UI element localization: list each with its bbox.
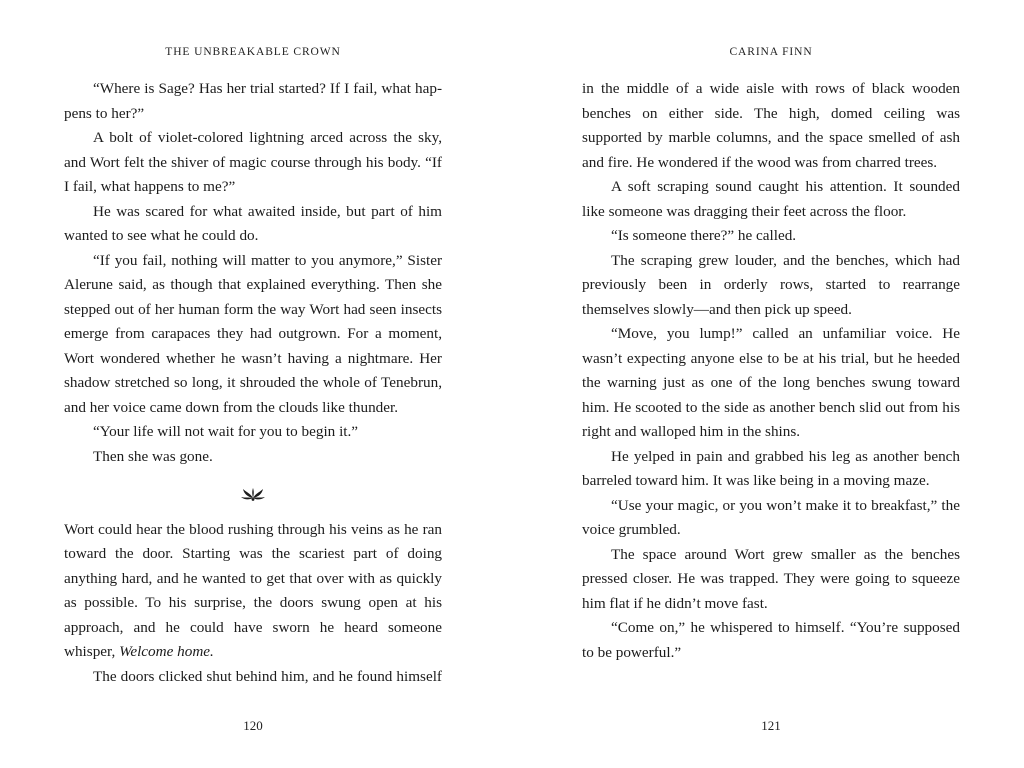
page-number: 120 xyxy=(243,718,263,733)
paragraph: The space around Wort grew smaller as the benches pressed closer. He was trapped. They were going to squeeze him flat if he didn’t move fast. xyxy=(582,545,960,612)
paragraph: “Use your magic, or you won’t make it to breakfast,” the voice grumbled. xyxy=(582,496,960,538)
italic-phrase: Welcome home. xyxy=(119,643,214,660)
page-number: 121 xyxy=(761,718,781,733)
paragraph: “Is someone there?” he called. xyxy=(611,227,797,244)
paragraph: A soft scraping sound caught his attention. It sounded like someone was dragging their feet across the floor. xyxy=(582,178,960,220)
right-page-text xyxy=(582,77,960,665)
paragraph: He was scared for what awaited inside, but part of him wanted to see what he could do. xyxy=(64,202,442,244)
running-head-author: CARINA FINN xyxy=(729,46,813,58)
paragraph: Then she was gone. xyxy=(93,447,213,465)
fleuron-ornament-icon xyxy=(64,481,442,506)
paragraph: He yelped in pain and grabbed his leg as another bench barreled toward him. It was like being in a moving maze. xyxy=(582,447,960,489)
paragraph: “Come on,” he whispered to himself. “You’re supposed to be powerful.” xyxy=(582,619,960,661)
paragraph: A bolt of violet-colored lightning arced across the sky, and Wort felt the shiver of magic course through his body. “If I fail, what happens to me?” xyxy=(64,129,442,195)
paragraph: “If you fail, nothing will matter to you anymore,” Sister Alerune said, as though that explained everything. Then she stepped out of her human form the way Wort had seen insects emerge from carapaces they had outgrown. For a moment, Wort wondered whether he wasn’t having a nightmare. Her shadow stretched so long, it shrouded the whole of Tenebrun, and her voice came down from the clouds like thunder. xyxy=(64,251,442,416)
paragraph: in the middle of a wide aisle with rows of black wooden benches on either side. The high, domed ceiling was supported by marble columns, and the space smelled of ash and fire. He wondered if the wood was from charred trees. xyxy=(582,80,960,171)
paragraph: “Move, you lump!” called an unfamiliar voice. He wasn’t expecting anyone else to be at his trial, but he heeded the warning just as one of the long benches swung toward him. He scooted to the side as another bench slid out from his right and walloped him in the shins. xyxy=(582,325,960,440)
paragraph: “Where is Sage? Has her trial started? If I fail, what happens to her?” xyxy=(64,80,442,122)
right-page xyxy=(512,0,1024,768)
paragraph: The doors clicked shut behind him, and he found himself xyxy=(93,667,442,685)
paragraph xyxy=(64,518,442,665)
running-head-book-title: THE UNBREAKABLE CROWN xyxy=(165,46,341,58)
left-page-text xyxy=(64,77,442,689)
paragraph: “Your life will not wait for you to begin it.” xyxy=(93,423,359,440)
paragraph-text: Wort could hear the blood rushing through his veins as he ran toward the door. Starting was the scariest part of doing anything hard, and he wanted to get that over with as quickly as possible. To his surprise, the doors swung open at his approach, and he could have sworn he heard someone whisper, xyxy=(64,520,442,660)
paragraph: The scraping grew louder, and the benches, which had previously been in orderly rows, started to rearrange themselves slowly—and then pick up speed. xyxy=(582,251,960,318)
